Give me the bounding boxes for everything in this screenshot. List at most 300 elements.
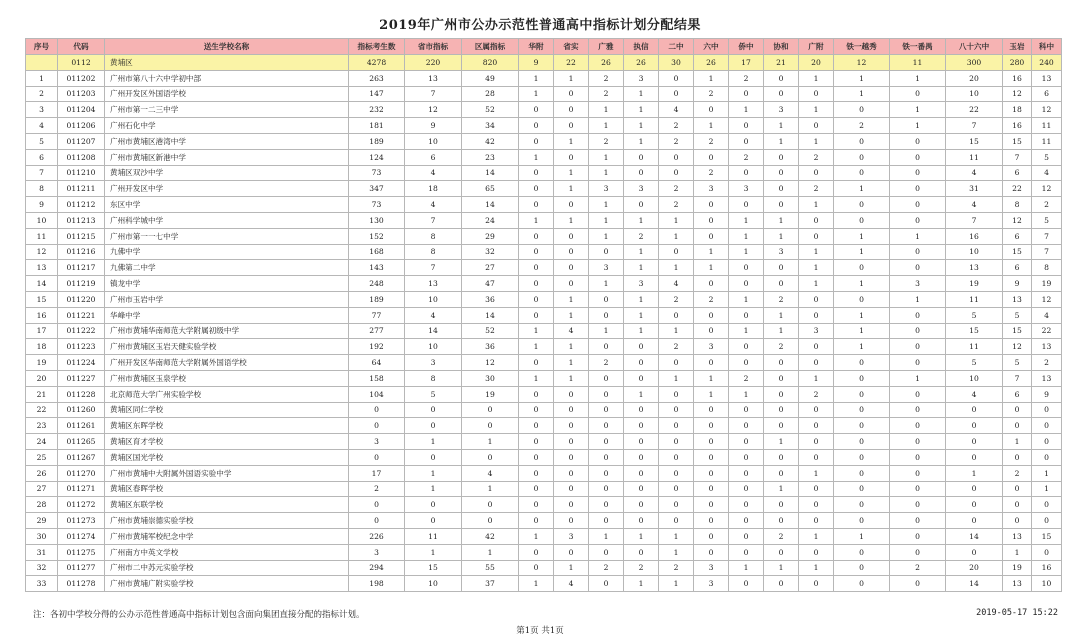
table-cell: 1 [834, 339, 890, 355]
table-cell: 1 [554, 181, 589, 197]
table-cell: 0 [834, 544, 890, 560]
table-cell: 0 [554, 434, 589, 450]
table-cell: 34 [462, 118, 519, 134]
table-cell: 0 [799, 513, 834, 529]
table-cell: 0 [729, 434, 764, 450]
table-cell: 1 [799, 465, 834, 481]
table-cell: 0 [890, 402, 946, 418]
table-cell: 1 [659, 260, 694, 276]
table-cell: 0 [890, 307, 946, 323]
table-cell: 0 [694, 228, 729, 244]
table-cell: 7 [946, 212, 1003, 228]
table-cell: 11 [890, 55, 946, 71]
table-cell: 7 [26, 165, 58, 181]
table-cell: 广州市第八十六中学初中部 [105, 70, 349, 86]
table-cell: 0 [834, 355, 890, 371]
table-cell: 14 [462, 165, 519, 181]
table-cell: 1 [890, 102, 946, 118]
table-cell: 0 [659, 402, 694, 418]
table-cell: 1 [589, 197, 624, 213]
table-cell: 2 [589, 86, 624, 102]
table-cell: 0 [694, 465, 729, 481]
column-header: 六中 [694, 39, 729, 55]
table-cell: 0 [462, 402, 519, 418]
table-cell: 0 [834, 465, 890, 481]
table-cell: 1 [624, 86, 659, 102]
table-cell: 0 [519, 481, 554, 497]
table-cell: 0 [659, 497, 694, 513]
table-cell: 55 [462, 560, 519, 576]
table-cell: 1 [729, 291, 764, 307]
table-cell: 011210 [58, 165, 105, 181]
table-cell: 2 [659, 181, 694, 197]
table-cell: 0 [462, 449, 519, 465]
column-header: 科中 [1032, 39, 1062, 55]
table-cell: 20 [26, 370, 58, 386]
table-cell: 0 [624, 544, 659, 560]
table-cell: 0 [834, 291, 890, 307]
column-header: 玉岩 [1003, 39, 1032, 55]
table-cell: 0 [890, 434, 946, 450]
table-cell: 011206 [58, 118, 105, 134]
table-cell: 1 [519, 149, 554, 165]
table-cell: 0 [462, 497, 519, 513]
table-cell: 1 [519, 339, 554, 355]
table-row [26, 86, 1062, 102]
table-cell: 4 [554, 323, 589, 339]
table-cell: 16 [1032, 560, 1062, 576]
table-cell: 8 [405, 244, 462, 260]
table-cell: 1 [405, 544, 462, 560]
table-cell: 1 [624, 133, 659, 149]
table-cell: 232 [349, 102, 405, 118]
table-cell: 0 [519, 513, 554, 529]
table-cell: 10 [1032, 576, 1062, 592]
table-cell: 0 [890, 513, 946, 529]
table-cell: 0 [890, 465, 946, 481]
table-cell: 32 [462, 244, 519, 260]
table-cell: 0 [1003, 449, 1032, 465]
table-cell: 0 [659, 418, 694, 434]
table-cell: 11 [1032, 118, 1062, 134]
table-cell: 0 [659, 244, 694, 260]
table-cell: 12 [1003, 212, 1032, 228]
table-cell: 220 [405, 55, 462, 71]
table-cell: 4 [405, 307, 462, 323]
table-cell: 0112 [58, 55, 105, 71]
table-cell: 1 [624, 102, 659, 118]
table-cell: 0 [624, 418, 659, 434]
table-cell: 20 [799, 55, 834, 71]
table-cell: 011217 [58, 260, 105, 276]
table-cell: 0 [834, 481, 890, 497]
table-cell: 277 [349, 323, 405, 339]
table-row [26, 513, 1062, 529]
column-header: 指标考生数 [349, 39, 405, 55]
table-cell: 2 [659, 133, 694, 149]
table-cell: 0 [834, 497, 890, 513]
table-cell: 2 [589, 70, 624, 86]
table-cell: 26 [589, 55, 624, 71]
table-cell: 189 [349, 291, 405, 307]
table-cell: 0 [834, 133, 890, 149]
table-row [26, 544, 1062, 560]
table-cell: 0 [349, 513, 405, 529]
table-cell: 广州市黄埔华南师范大学附属初级中学 [105, 323, 349, 339]
table-cell: 23 [26, 418, 58, 434]
table-cell: 0 [799, 481, 834, 497]
table-cell: 2 [694, 86, 729, 102]
table-cell: 0 [946, 449, 1003, 465]
table-cell: 1 [554, 133, 589, 149]
table-cell: 0 [589, 244, 624, 260]
table-cell: 30 [659, 55, 694, 71]
table-cell: 0 [890, 260, 946, 276]
table-cell: 3 [589, 181, 624, 197]
table-cell: 3 [694, 560, 729, 576]
table-cell: 8 [26, 181, 58, 197]
table-cell: 9 [519, 55, 554, 71]
table-cell: 5 [946, 307, 1003, 323]
column-header: 广附 [799, 39, 834, 55]
table-row [26, 307, 1062, 323]
table-row [26, 560, 1062, 576]
table-cell: 26 [694, 55, 729, 71]
table-cell: 3 [694, 181, 729, 197]
table-cell: 0 [799, 86, 834, 102]
table-cell: 14 [462, 307, 519, 323]
table-cell: 0 [554, 276, 589, 292]
table-cell: 12 [834, 55, 890, 71]
table-cell: 0 [349, 449, 405, 465]
table-cell: 0 [834, 513, 890, 529]
table-cell: 14 [946, 576, 1003, 592]
table-cell: 0 [799, 497, 834, 513]
table-cell: 0 [890, 449, 946, 465]
table-cell: 1 [519, 70, 554, 86]
table-cell: 0 [624, 339, 659, 355]
table-row [26, 260, 1062, 276]
table-cell: 0 [799, 165, 834, 181]
table-cell: 7 [1032, 244, 1062, 260]
table-cell: 15 [946, 323, 1003, 339]
table-cell: 130 [349, 212, 405, 228]
table-cell: 0 [659, 149, 694, 165]
table-cell: 13 [1032, 370, 1062, 386]
table-cell: 1 [799, 528, 834, 544]
table-cell: 0 [729, 449, 764, 465]
table-cell: 2 [764, 339, 799, 355]
table-cell: 15 [26, 291, 58, 307]
table-cell: 黄埔区 [105, 55, 349, 71]
table-cell: 0 [764, 386, 799, 402]
table-cell: 0 [729, 260, 764, 276]
table-cell: 0 [799, 434, 834, 450]
table-cell: 1 [519, 528, 554, 544]
table-cell: 0 [890, 339, 946, 355]
table-cell: 1 [519, 323, 554, 339]
table-cell: 1 [890, 118, 946, 134]
table-cell: 1 [405, 434, 462, 450]
table-cell: 13 [1003, 576, 1032, 592]
table-cell: 0 [799, 576, 834, 592]
table-cell: 18 [1003, 102, 1032, 118]
table-cell: 0 [890, 197, 946, 213]
table-cell: 1 [554, 165, 589, 181]
table-row [26, 418, 1062, 434]
table-cell: 1 [799, 70, 834, 86]
table-cell: 0 [799, 339, 834, 355]
table-cell: 1 [694, 118, 729, 134]
table-row [26, 228, 1062, 244]
table-cell: 0 [519, 165, 554, 181]
table-cell: 0 [729, 481, 764, 497]
table-cell: 1 [554, 560, 589, 576]
table-cell: 0 [519, 133, 554, 149]
table-cell: 1 [694, 260, 729, 276]
table-cell: 11 [946, 149, 1003, 165]
table-cell: 65 [462, 181, 519, 197]
table-cell: 0 [694, 323, 729, 339]
table-cell: 0 [890, 355, 946, 371]
table-cell: 1 [729, 102, 764, 118]
table-cell: 12 [1003, 86, 1032, 102]
table-row [26, 370, 1062, 386]
table-cell: 1 [1032, 465, 1062, 481]
table-cell: 0 [349, 402, 405, 418]
table-cell: 29 [462, 228, 519, 244]
table-cell: 广州市黄埔区玉岩天健实验学校 [105, 339, 349, 355]
table-cell: 6 [26, 149, 58, 165]
table-cell: 26 [624, 55, 659, 71]
table-cell: 1 [624, 244, 659, 260]
table-cell: 9 [26, 197, 58, 213]
table-cell: 011277 [58, 560, 105, 576]
table-cell: 广州市二中苏元实验学校 [105, 560, 349, 576]
table-cell: 九佛第二中学 [105, 260, 349, 276]
column-header: 协和 [764, 39, 799, 55]
table-cell: 0 [729, 528, 764, 544]
table-cell: 广州市第一二三中学 [105, 102, 349, 118]
table-cell: 4 [946, 165, 1003, 181]
table-cell: 0 [589, 418, 624, 434]
page-indicator: 第1页 共1页 [516, 626, 564, 636]
table-cell: 20 [946, 560, 1003, 576]
table-cell: 1 [834, 323, 890, 339]
table-cell: 011278 [58, 576, 105, 592]
table-cell: 0 [659, 165, 694, 181]
table-cell: 011260 [58, 402, 105, 418]
table-cell: 7 [405, 260, 462, 276]
table-cell: 0 [834, 149, 890, 165]
table-cell: 1 [834, 181, 890, 197]
table-cell: 0 [554, 149, 589, 165]
table-cell: 5 [1032, 149, 1062, 165]
table-cell: 1 [519, 86, 554, 102]
table-cell: 0 [519, 260, 554, 276]
table-cell: 0 [624, 449, 659, 465]
table-body [26, 55, 1062, 592]
table-cell: 1 [589, 228, 624, 244]
table-cell: 2 [799, 149, 834, 165]
table-cell: 0 [554, 449, 589, 465]
table-cell: 5 [1003, 355, 1032, 371]
table-cell: 2 [349, 481, 405, 497]
table-cell: 0 [659, 513, 694, 529]
table-cell: 1 [764, 212, 799, 228]
table-cell: 15 [1003, 244, 1032, 260]
table-cell: 1 [624, 528, 659, 544]
table-cell: 0 [729, 576, 764, 592]
table-cell: 011227 [58, 370, 105, 386]
table-cell: 198 [349, 576, 405, 592]
table-cell: 0 [462, 418, 519, 434]
table-cell: 0 [624, 165, 659, 181]
table-cell: 1 [764, 133, 799, 149]
table-cell: 0 [519, 402, 554, 418]
table-cell: 0 [1032, 402, 1062, 418]
table-cell: 0 [589, 291, 624, 307]
table-cell: 6 [405, 149, 462, 165]
table-cell: 1 [554, 339, 589, 355]
table-cell: 1 [834, 228, 890, 244]
table-row [26, 244, 1062, 260]
table-cell: 1 [694, 370, 729, 386]
table-cell: 22 [26, 402, 58, 418]
table-cell: 0 [1032, 449, 1062, 465]
table-cell: 0 [834, 165, 890, 181]
table-cell: 0 [946, 513, 1003, 529]
table-cell: 7 [946, 118, 1003, 134]
table-cell: 0 [729, 418, 764, 434]
table-cell: 30 [462, 370, 519, 386]
table-cell: 0 [554, 244, 589, 260]
table-cell: 1 [624, 260, 659, 276]
table-cell: 1 [624, 386, 659, 402]
table-cell: 192 [349, 339, 405, 355]
table-cell: 820 [462, 55, 519, 71]
table-cell: 8 [405, 228, 462, 244]
table-cell: 0 [519, 560, 554, 576]
table-cell: 0 [1032, 513, 1062, 529]
table-cell: 广州石化中学 [105, 118, 349, 134]
table-cell: 0 [729, 339, 764, 355]
table-cell: 2 [26, 86, 58, 102]
table-cell: 0 [764, 70, 799, 86]
table-cell: 0 [519, 244, 554, 260]
table-cell: 0 [554, 418, 589, 434]
table-cell: 0 [729, 276, 764, 292]
table-cell: 5 [1032, 212, 1062, 228]
table-cell: 3 [890, 276, 946, 292]
table-cell: 23 [462, 149, 519, 165]
table-cell: 2 [589, 133, 624, 149]
table-cell: 124 [349, 149, 405, 165]
table-row [26, 449, 1062, 465]
table-cell: 5 [405, 386, 462, 402]
table-cell: 7 [1032, 228, 1062, 244]
table-cell: 0 [946, 544, 1003, 560]
table-cell: 0 [890, 544, 946, 560]
table-cell: 1 [589, 528, 624, 544]
table-cell: 广州市黄埔军校纪念中学 [105, 528, 349, 544]
table-cell: 0 [624, 355, 659, 371]
allocation-table [25, 38, 1062, 592]
table-cell: 1 [589, 149, 624, 165]
table-cell: 6 [1003, 228, 1032, 244]
table-cell: 3 [624, 276, 659, 292]
table-cell: 42 [462, 133, 519, 149]
table-cell: 11 [946, 291, 1003, 307]
table-cell: 1 [554, 70, 589, 86]
table-cell: 0 [764, 197, 799, 213]
table-cell: 0 [589, 339, 624, 355]
table-cell: 1 [589, 118, 624, 134]
table-cell: 16 [1003, 70, 1032, 86]
table-cell: 0 [554, 260, 589, 276]
table-cell: 1 [799, 560, 834, 576]
table-cell: 64 [349, 355, 405, 371]
table-cell: 广州市黄埔中大附属外国语实验中学 [105, 465, 349, 481]
table-cell: 东区中学 [105, 197, 349, 213]
table-cell: 1 [554, 291, 589, 307]
table-cell: 2 [1032, 197, 1062, 213]
table-cell: 0 [764, 149, 799, 165]
table-cell: 240 [1032, 55, 1062, 71]
table-cell: 22 [1032, 323, 1062, 339]
table-cell: 0 [554, 465, 589, 481]
table-cell: 011224 [58, 355, 105, 371]
table-cell: 0 [890, 212, 946, 228]
table-cell: 011216 [58, 244, 105, 260]
table-cell: 0 [519, 307, 554, 323]
column-header: 铁一越秀 [834, 39, 890, 55]
table-cell: 011274 [58, 528, 105, 544]
table-cell: 0 [624, 481, 659, 497]
table-cell: 0 [519, 434, 554, 450]
table-cell: 0 [834, 434, 890, 450]
table-cell: 3 [26, 102, 58, 118]
table-cell: 黄埔区双沙中学 [105, 165, 349, 181]
table-cell: 0 [519, 228, 554, 244]
column-header: 执信 [624, 39, 659, 55]
table-cell: 0 [694, 355, 729, 371]
table-row [26, 212, 1062, 228]
table-cell: 0 [405, 497, 462, 513]
table-cell: 7 [1003, 149, 1032, 165]
table-cell: 0 [554, 481, 589, 497]
table-cell: 1 [799, 197, 834, 213]
table-cell: 1 [799, 260, 834, 276]
table-cell: 0 [554, 228, 589, 244]
table-cell: 1 [554, 370, 589, 386]
table-cell: 28 [462, 86, 519, 102]
table-cell: 0 [589, 370, 624, 386]
table-cell: 0 [890, 418, 946, 434]
table-cell: 黄埔区东晖学校 [105, 418, 349, 434]
table-cell: 0 [405, 449, 462, 465]
table-cell: 0 [694, 513, 729, 529]
table-cell: 0 [519, 276, 554, 292]
table-cell: 0 [694, 544, 729, 560]
table-cell: 13 [1003, 528, 1032, 544]
table-cell: 2 [764, 291, 799, 307]
table-cell: 5 [1003, 307, 1032, 323]
table-row [26, 528, 1062, 544]
table-cell: 1 [589, 212, 624, 228]
column-header: 省实 [554, 39, 589, 55]
table-cell: 12 [1032, 102, 1062, 118]
